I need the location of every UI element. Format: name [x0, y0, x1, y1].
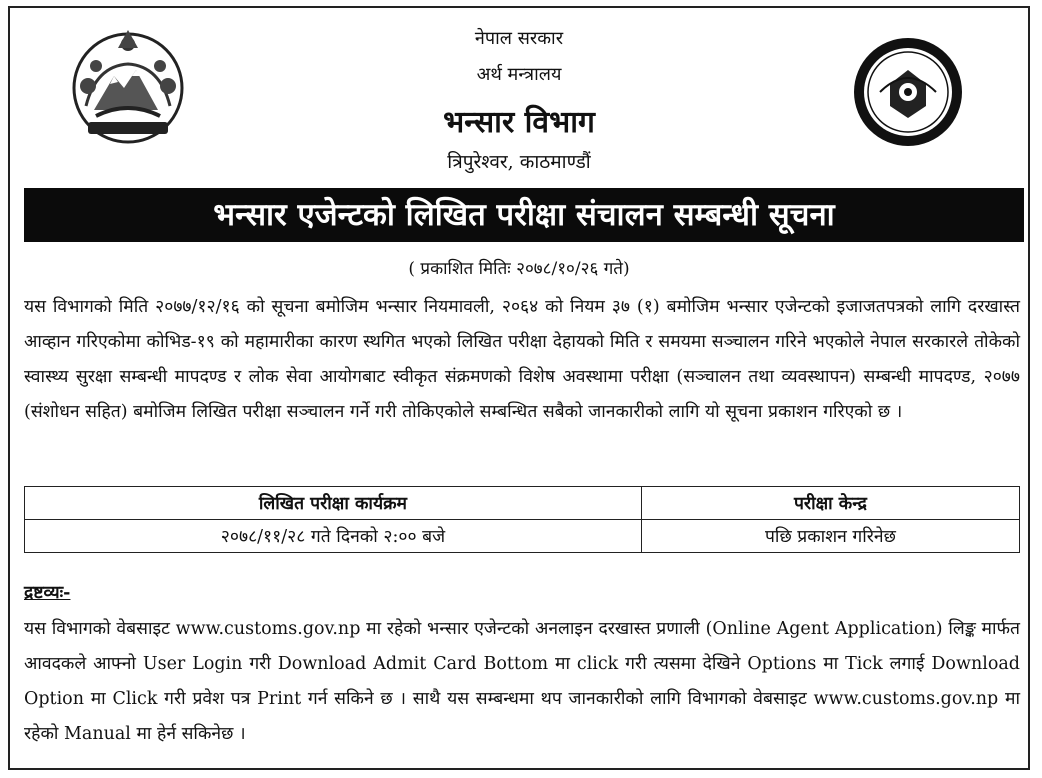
note-body: यस विभागको वेबसाइट www.customs.gov.np मा रहेको भन्सार एजेन्टको अनलाइन दरखास्त प्रणाली (Online Agent Application) लिङ्क मार्फत आवदकले आफ्नो User Login गरी Download Admit Card Bottom मा click गरी त्यसमा देखिने Options मा Tick लगाई Download Option मा Click गरी प्रवेश पत्र Print गर्न सकिने छ । साथै यस सम्बन्धमा थप जानकारीको लागि विभागको वेबसाइट www.customs.gov.np मा रहेको Manual मा हेर्न सकिनेछ ।	[24, 619, 1020, 744]
table-cell: २०७८/११/२८ गते दिनको २:०० बजे	[25, 520, 642, 553]
department-name: भन्सार विभाग	[443, 105, 595, 140]
government-name: नेपाल सरकार	[474, 28, 564, 49]
published-date: ( प्रकाशित मितिः २०७८/१०/२६ गते)	[408, 259, 630, 279]
office-location: त्रिपुरेश्वर, काठमाण्डौं	[447, 151, 591, 173]
notice-body: यस विभागको मिति २०७७/१२/१६ को सूचना बमोजिम भन्सार नियमावली, २०६४ को नियम ३७ (१) बमोजिम भन्सार एजेन्टको इजाजतपत्रको लागि दरखास्त आव्हान गरिएकोमा कोभिड-१९ को महामारीका कारण स्थगित भएको लिखित परीक्षा देहायको मिति र समयमा सञ्चालन गरिने भएकोले नेपाल सरकारले तोकेको स्वास्थ्य सुरक्षा सम्बन्धी मापदण्ड र लोक सेवा आयोगबाट स्वीकृत संक्रमणको विशेष अवस्थामा परीक्षा (सञ्चालन तथा व्यवस्थापन) सम्बन्धी मापदण्ड, २०७७ (संशोधन सहित) बमोजिम लिखित परीक्षा सञ्चालन गर्ने गरी तोकिएकोले सम्बन्धित सबैको जानकारीको लागि यो सूचना प्रकाशन गरिएको छ ।	[24, 297, 1020, 422]
notice-page	[8, 6, 1030, 770]
table-header-cell: लिखित परीक्षा कार्यक्रम	[25, 487, 642, 520]
table-cell: पछि प्रकाशन गरिनेछ	[641, 520, 1019, 553]
ministry-name: अर्थ मन्त्रालय	[476, 64, 562, 85]
note-title: द्रष्टव्यः-	[24, 583, 71, 603]
schedule-table	[24, 486, 1020, 553]
table-header-row	[25, 487, 1020, 520]
table-row	[25, 520, 1020, 553]
notice-title: भन्सार एजेन्टको लिखित परीक्षा संचालन सम्बन्धी सूचना	[24, 188, 1024, 242]
table-header-cell: परीक्षा केन्द्र	[641, 487, 1019, 520]
